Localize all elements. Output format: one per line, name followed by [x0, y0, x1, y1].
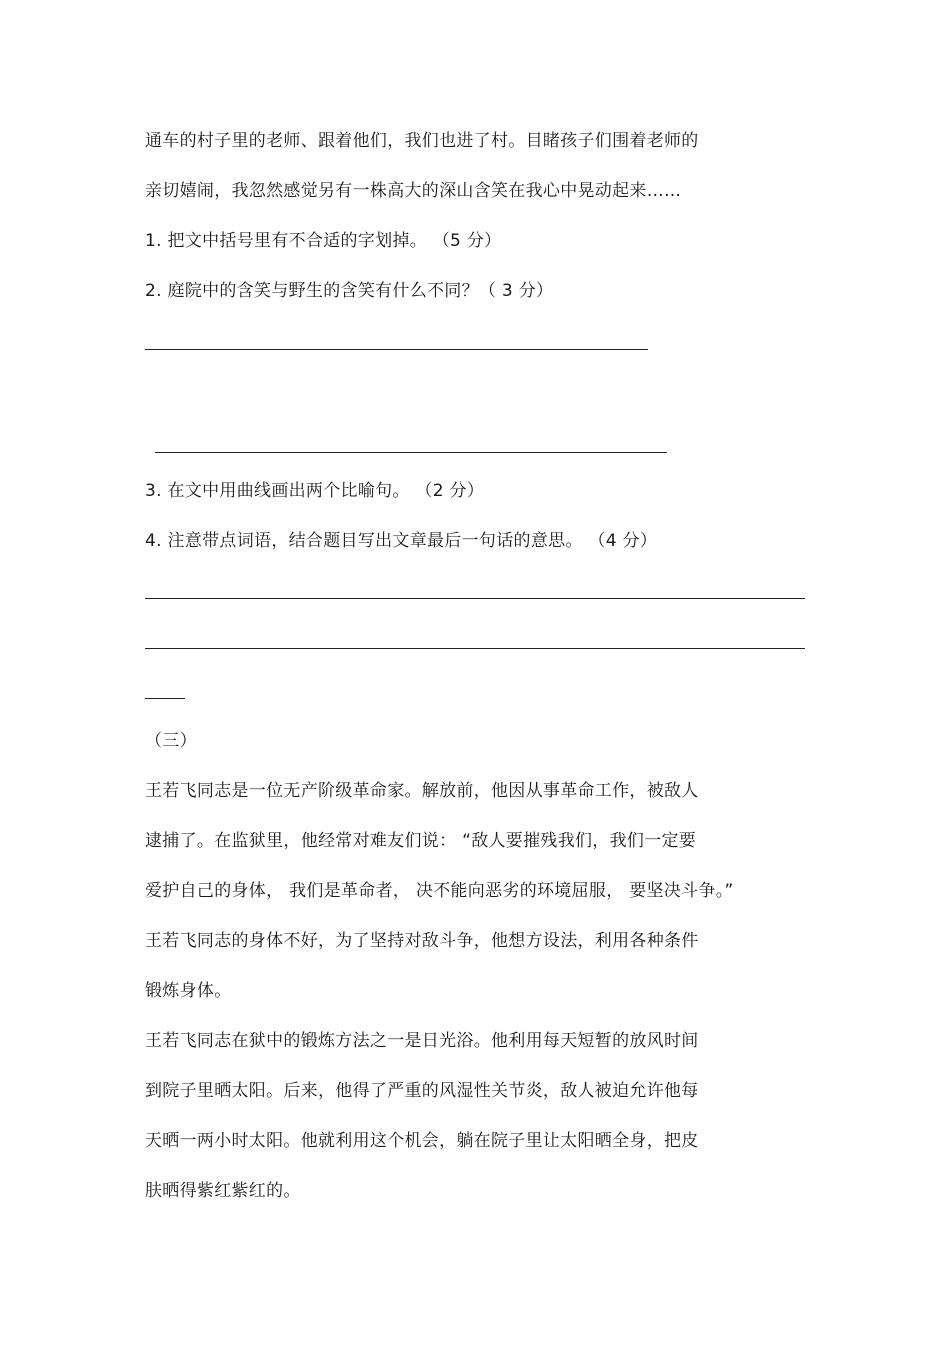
- passage-line: 通车的村子里的老师、跟着他们，我们也进了村。目睹孩子们围着老师的: [145, 131, 699, 151]
- answer-line[interactable]: [145, 349, 648, 350]
- paragraph-line: 锻炼身体。: [145, 981, 232, 1001]
- paragraph-line: 王若飞同志的身体不好，为了坚持对敌斗争，他想方设法，利用各种条件: [145, 931, 699, 951]
- answer-line[interactable]: [155, 452, 667, 453]
- question-3: 3. 在文中用曲线画出两个比喻句。 （2 分）: [145, 481, 485, 501]
- paragraph-line: 到院子里晒太阳。后来，他得了严重的风湿性关节炎，敌人被迫允许他每: [145, 1081, 699, 1101]
- question-2: 2. 庭院中的含笑与野生的含笑有什么不同？（ 3 分）: [145, 281, 554, 301]
- paragraph-line: 王若飞同志是一位无产阶级革命家。解放前，他因从事革命工作，被敌人: [145, 781, 699, 801]
- paragraph-line: 逮捕了。在监狱里，他经常对难友们说： “敌人要摧残我们，我们一定要: [145, 831, 697, 851]
- paragraph-line: 肤晒得紫红紫红的。: [145, 1181, 301, 1201]
- question-1: 1. 把文中括号里有不合适的字划掉。 （5 分）: [145, 231, 502, 251]
- answer-line[interactable]: [145, 598, 805, 599]
- paragraph-line: 爱护自己的身体， 我们是革命者， 决不能向恶劣的环境屈服， 要坚决斗争。”: [145, 881, 734, 901]
- paragraph-line: 王若飞同志在狱中的锻炼方法之一是日光浴。他利用每天短暂的放风时间: [145, 1031, 699, 1051]
- question-4: 4. 注意带点词语，结合题目写出文章最后一句话的意思。 （4 分）: [145, 531, 658, 551]
- paragraph-line: 天晒一两小时太阳。他就利用这个机会，躺在院子里让太阳晒全身，把皮: [145, 1131, 699, 1151]
- answer-line[interactable]: [145, 698, 185, 699]
- answer-line[interactable]: [145, 648, 805, 649]
- passage-line: 亲切嬉闹，我忽然感觉另有一株高大的深山含笑在我心中晃动起来……: [145, 181, 682, 201]
- section-heading: （三）: [145, 731, 197, 751]
